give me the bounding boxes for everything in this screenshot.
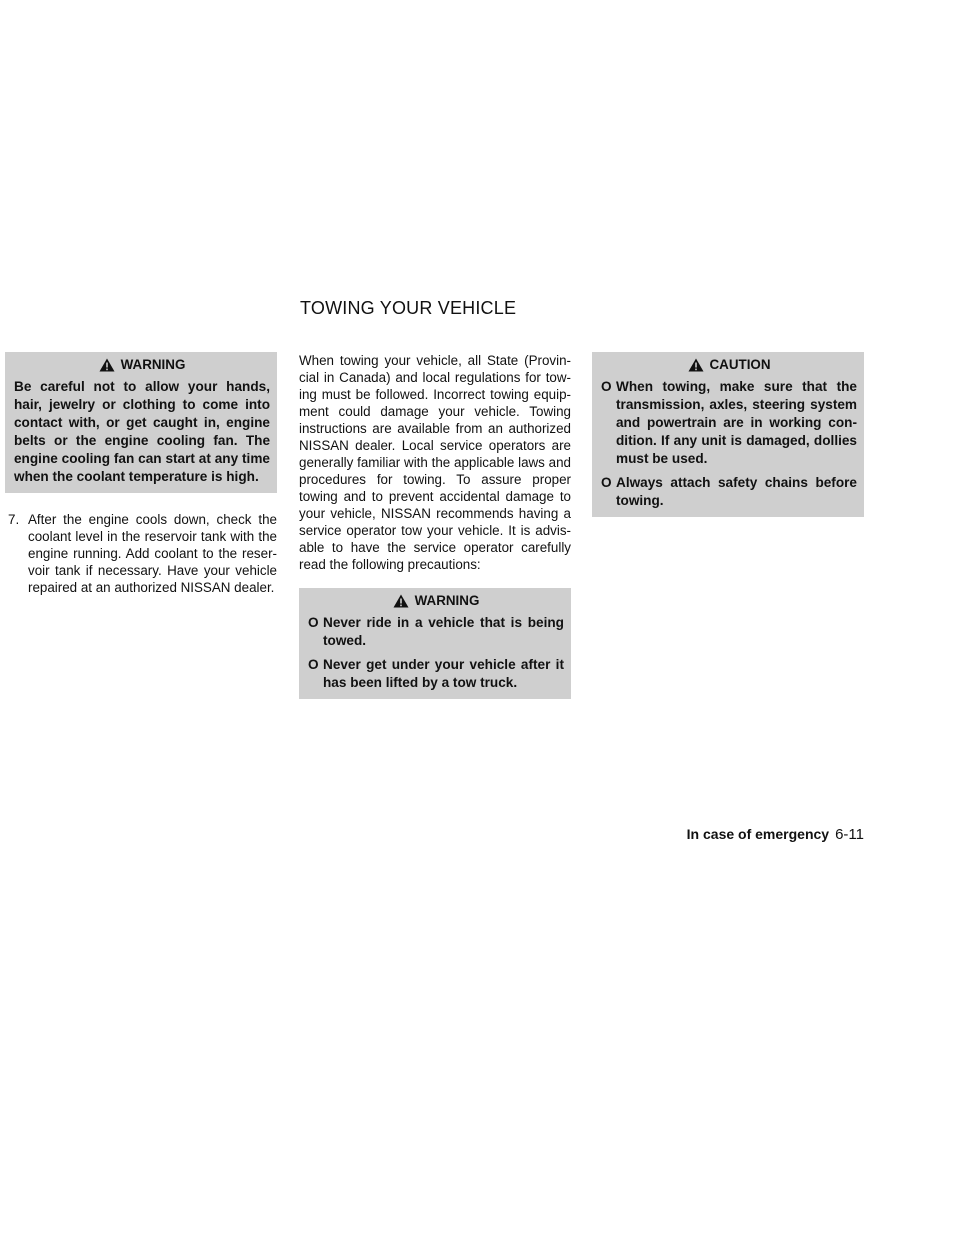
caution-heading: CAUTION (709, 357, 771, 372)
warning-text: Be careful not to allow your hands, hair, jewelry or clothing to come into contact with, or get caught in, engine belts or the engine cooling fan. The engine cooling fan can start at any time when the coolant temperature is high. (14, 379, 270, 484)
caution-box (592, 352, 864, 517)
warning-triangle-icon (99, 358, 115, 372)
step-number: 7. (8, 512, 20, 527)
footer-section-name: In case of emergency (686, 826, 830, 842)
warning-header (14, 356, 270, 374)
column-middle (299, 352, 571, 699)
column-right (592, 352, 864, 517)
warning-box-engine-fan (5, 352, 277, 493)
step-item (5, 511, 277, 596)
warning-triangle-icon (393, 594, 409, 608)
column-left (5, 352, 277, 596)
list-item-text: Never ride in a vehicle that is being towed. (323, 615, 564, 648)
warning-box-towing (299, 588, 571, 699)
bullet-mark: O (601, 475, 612, 490)
list-item-text: When towing, make sure that the transmission, axles, steering system and powertrain are in working con- dition. If any unit is damaged, dollies must be used. (616, 379, 857, 466)
bullet-mark: O (601, 379, 612, 394)
list-item (601, 474, 857, 510)
bullet-mark: O (308, 657, 319, 672)
list-item-text: Always attach safety chains before towing. (616, 475, 857, 508)
list-item (308, 656, 564, 692)
step-text: After the engine cools down, check the coolant level in the reservoir tank with the engine running. Add coolant to the reser- voir tank if necessary. Have your vehicle repaired at an authorized NISSAN dealer. (28, 512, 277, 595)
warning-header (308, 592, 564, 610)
list-item (308, 614, 564, 650)
page-footer (687, 826, 864, 843)
list-item-text: Never get under your vehicle after it has been lifted by a tow truck. (323, 657, 564, 690)
warning-heading: WARNING (120, 357, 186, 372)
list-item (601, 378, 857, 468)
warning-heading: WARNING (414, 593, 480, 608)
section-title: TOWING YOUR VEHICLE (300, 298, 517, 318)
towing-paragraph: When towing your vehicle, all State (Provin- cial in Canada) and local regulations for tow- ing must be followed. Incorrect towing equip- ment could damage your vehicle. Towing instructions are available from an authorized NISSAN dealer. Local service operators are generally familiar with the applicable laws and procedures for towing. To assure proper towing and to prevent accidental damage to your vehicle, NISSAN recommends having a service operator tow your vehicle. It is advis- able to have the service operator carefully read the following precautions: (299, 353, 571, 572)
page-number: 6-11 (835, 826, 864, 843)
warning-triangle-icon (688, 358, 704, 372)
caution-header (601, 356, 857, 374)
bullet-mark: O (308, 615, 319, 630)
